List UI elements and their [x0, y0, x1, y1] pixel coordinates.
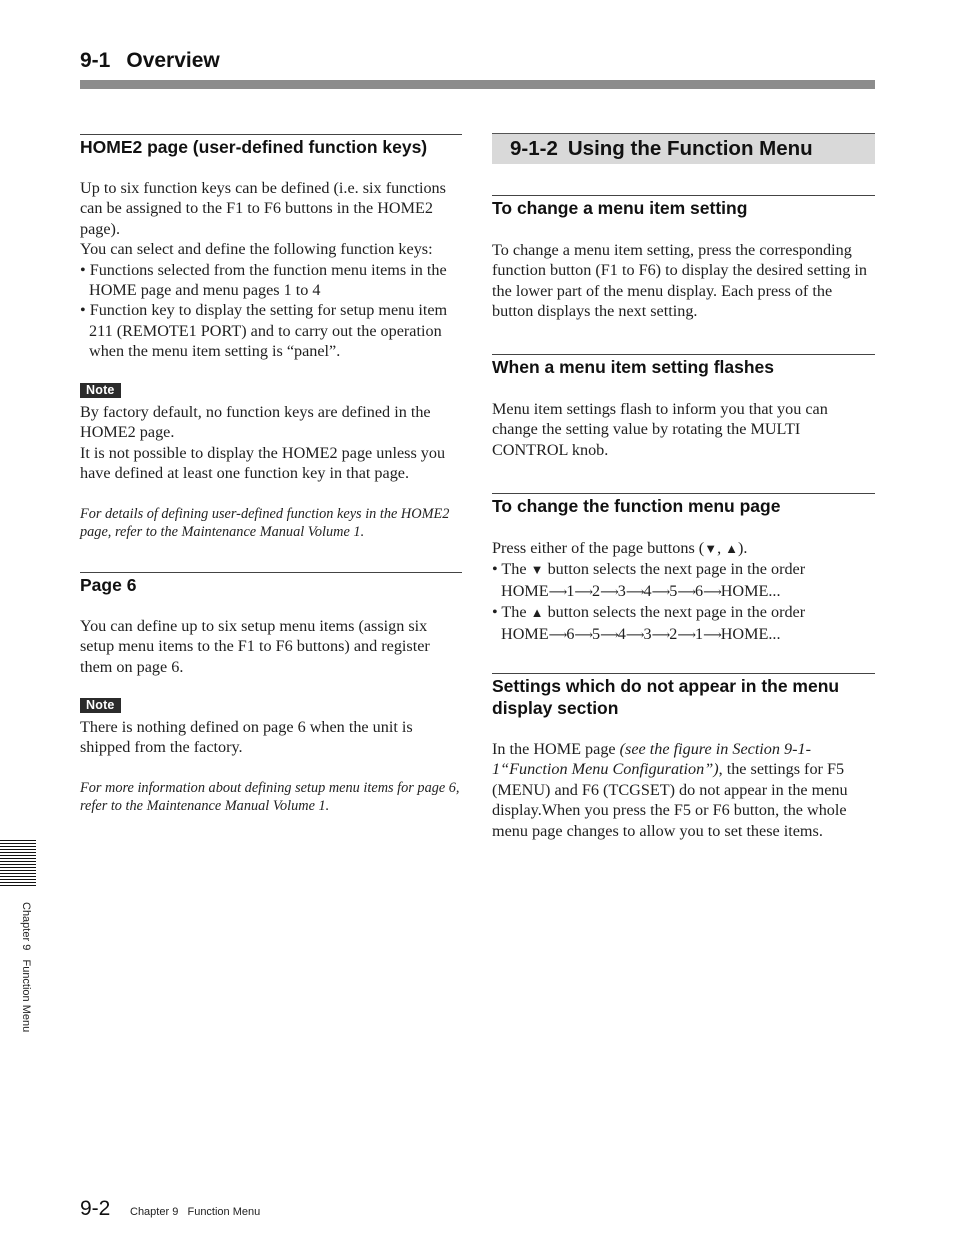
page6-body: You can define up to six setup menu items (assign six setup menu items to the F1 to F6 buttons) and register them on page 6.	[80, 617, 430, 676]
page6-reference: For more information about defining setup menu items for page 6, refer to the Maintenance Manual Volume 1.	[80, 780, 460, 815]
note-badge: Note	[80, 383, 121, 398]
home2-bullet-1: • Functions selected from the function menu items in the HOME page and menu pages 1 to 4	[80, 260, 447, 300]
not-appear-ref: (see the figure in Section 9-1-1“Function Menu Configuration”)	[492, 740, 812, 779]
not-appear-paragraph	[492, 739, 875, 841]
home2-heading: HOME2 page (user-defined function keys)	[80, 134, 462, 158]
up-triangle-icon: ▲	[725, 541, 739, 556]
sequence-item: 1	[566, 581, 575, 600]
down-line-prefix: • The	[492, 560, 531, 579]
right-arrow-icon: ⟶	[625, 583, 644, 599]
not-appear-pre: In the HOME page	[492, 740, 620, 758]
sequence-item: 2	[669, 624, 678, 643]
down-sequence	[492, 581, 875, 602]
note-badge: Note	[80, 698, 121, 713]
subsection-number: 9-1-2	[510, 137, 558, 160]
home2-note-1: By factory default, no function keys are defined in the HOME2 page.	[80, 403, 431, 442]
down-triangle-icon: ▼	[530, 562, 544, 578]
separator-text: ,	[717, 539, 726, 557]
sequence-item: 3	[617, 581, 626, 600]
home2-bullet-2: • Function key to display the setting for setup menu item 211 (REMOTE1 PORT) and to carry out the operation when the menu item setting is “panel”.	[80, 301, 448, 361]
not-appear-body	[492, 739, 875, 841]
right-arrow-icon: ⟶	[625, 626, 644, 642]
right-arrow-icon: ⟶	[600, 626, 618, 642]
intro-text: Press either of the page buttons (	[492, 539, 705, 557]
intro-close-text: ).	[738, 539, 748, 557]
sequence-item: 5	[669, 581, 678, 600]
not-appear-post: , the settings for F5 (MENU) and F6 (TCGSET) do not appear in the menu display.When you press the F5 or F6 button, the whole menu page changes to allow you to set these items.	[492, 760, 848, 840]
home2-note-2: It is not possible to display the HOME2 page unless you have defined at least one function key in that page.	[80, 443, 446, 483]
right-arrow-icon: ⟶	[574, 583, 593, 599]
up-line-prefix: • The	[492, 603, 531, 622]
change-setting-body: To change a menu item setting, press the corresponding function button (F1 to F6) to display the desired setting in the lower part of the menu display. Each press of the button displays the next setting.	[492, 241, 867, 321]
change-setting-heading: To change a menu item setting	[492, 195, 875, 219]
up-button-line	[492, 602, 875, 623]
not-appear-heading: Settings which do not appear in the menu display section	[492, 673, 875, 719]
home2-intro-1: Up to six function keys can be defined (i.e. six functions can be assigned to the F1 to F6 buttons in the HOME2 page).	[80, 179, 446, 238]
right-arrow-icon: ⟶	[651, 626, 670, 642]
home2-body	[80, 178, 462, 362]
right-arrow-icon: ⟶	[574, 626, 593, 642]
flashes-heading: When a menu item setting flashes	[492, 354, 875, 378]
sidebar-chapter-label: Chapter 9 Function Menu	[20, 902, 32, 1033]
sequence-item: HOME...	[720, 624, 781, 643]
section-title: Overview	[126, 49, 220, 72]
chapter-tab-marker	[0, 840, 36, 888]
down-triangle-icon: ▼	[704, 541, 718, 556]
home2-reference: For details of defining user-defined function keys in the HOME2 page, refer to the Maintenance Manual Volume 1.	[80, 506, 450, 541]
page6-note: There is nothing defined on page 6 when the unit is shipped from the factory.	[80, 718, 413, 757]
sequence-item: 4	[643, 581, 652, 600]
up-sequence	[492, 624, 875, 645]
section-heading-box	[492, 133, 875, 164]
header-rule	[80, 80, 875, 89]
home2-note	[80, 402, 462, 484]
footer-chapter-label: Chapter 9 Function Menu	[130, 1206, 261, 1218]
right-arrow-icon: ⟶	[677, 583, 695, 599]
home2-intro-2: You can select and define the following function keys:	[80, 240, 433, 259]
right-arrow-icon: ⟶	[600, 583, 618, 599]
sequence-item: 6	[566, 624, 575, 643]
sequence-item: HOME	[501, 624, 549, 643]
sequence-item: 2	[592, 581, 601, 600]
sequence-item: 6	[694, 581, 704, 600]
page-number: 9-2	[80, 1197, 111, 1220]
page-header-title	[80, 49, 220, 73]
right-arrow-icon: ⟶	[703, 626, 721, 642]
page6-heading: Page 6	[80, 572, 462, 596]
right-arrow-icon: ⟶	[703, 583, 721, 599]
up-triangle-icon: ▲	[530, 605, 544, 621]
sequence-item: HOME	[501, 581, 549, 600]
sequence-item: 3	[643, 624, 652, 643]
change-page-heading: To change the function menu page	[492, 493, 875, 517]
sequence-item: 4	[617, 624, 626, 643]
right-arrow-icon: ⟶	[548, 626, 567, 642]
section-number: 9-1	[80, 49, 111, 72]
change-page-body	[492, 538, 875, 645]
down-line-suffix: button selects the next page in the order	[543, 560, 806, 579]
right-arrow-icon: ⟶	[548, 583, 567, 599]
right-arrow-icon: ⟶	[677, 626, 695, 642]
sequence-item: 1	[694, 624, 704, 643]
right-arrow-icon: ⟶	[651, 583, 670, 599]
change-page-intro	[492, 538, 875, 559]
sequence-item: HOME...	[720, 581, 781, 600]
up-line-suffix: button selects the next page in the order	[543, 603, 806, 622]
subsection-title: Using the Function Menu	[567, 137, 813, 160]
sequence-item: 5	[592, 624, 601, 643]
down-button-line	[492, 559, 875, 580]
flashes-body: Menu item settings flash to inform you that you can change the setting value by rotating the MULTI CONTROL knob.	[492, 400, 828, 459]
